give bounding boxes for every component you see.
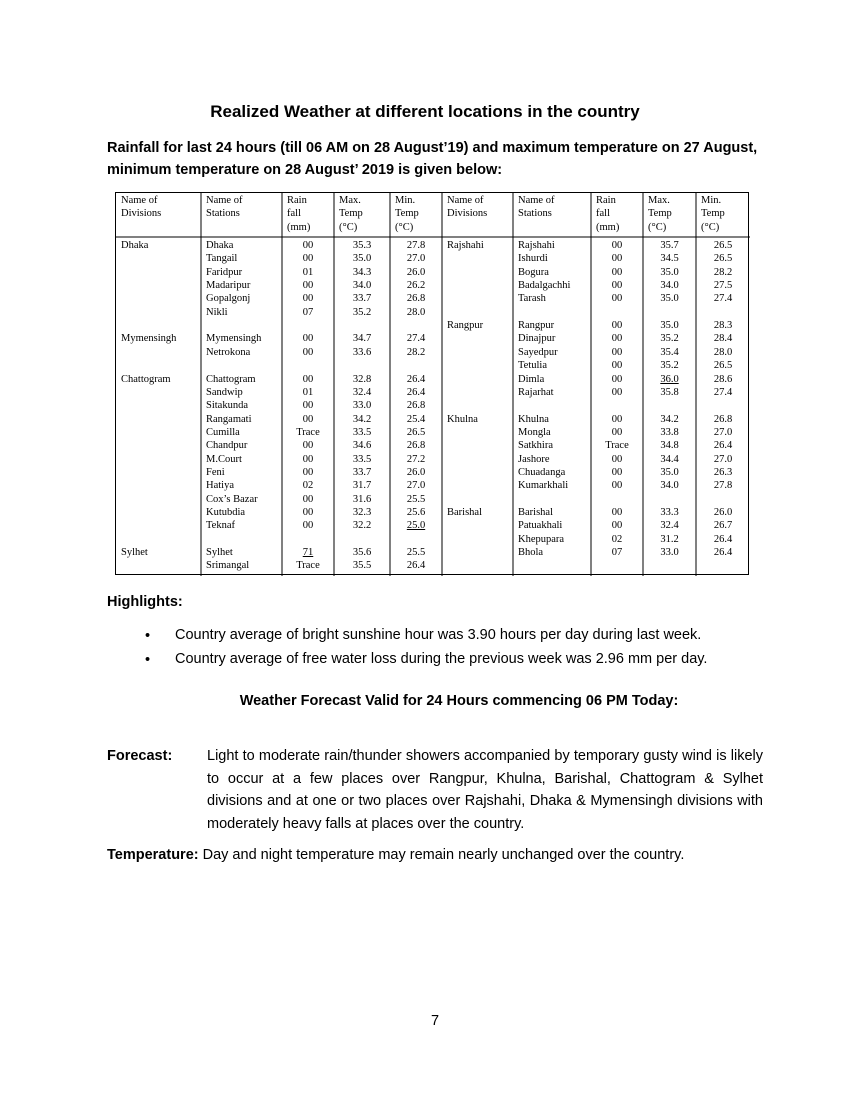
table-cell-max-temp: 32.2 [352, 520, 372, 532]
header-min-temp: Min. [395, 195, 416, 206]
table-cell-max-temp: 35.3 [352, 240, 372, 251]
table-cell-min-temp: 26.5 [713, 360, 733, 372]
forecast-text: Light to moderate rain/thunder showers accompanied by temporary gusty wind is likely to occur at a few places over Rangpur, Khulna, Barishal, Chattogram & Sylhet divisions and at one or two places over Rajshahi, Dhaka & Mymensingh divisions with moderately heavy falls at places over the country. [207, 748, 763, 832]
table-cell-station: Sandwip [206, 386, 243, 398]
table-cell-min-temp: 28.0 [713, 346, 733, 358]
header-max-temp: (°C) [339, 221, 358, 233]
header-station: Name of [206, 195, 243, 206]
table-cell-station: Bogura [518, 266, 549, 278]
table-cell-max-temp: 33.0 [352, 400, 372, 412]
table-cell-max-temp: 32.8 [352, 373, 372, 385]
table-cell-max-temp: 35.0 [660, 466, 679, 478]
table-cell-rainfall: 00 [611, 453, 623, 465]
table-cell-station: Chandpur [206, 440, 248, 452]
header-rainfall: (mm) [287, 221, 311, 233]
table-cell-rainfall: 00 [302, 493, 314, 505]
table-cell-max-temp: 31.7 [352, 480, 372, 492]
table-cell-rainfall: 00 [611, 240, 623, 251]
table-cell-station: Sylhet [206, 547, 233, 559]
table-cell-max-temp: 35.4 [660, 346, 679, 358]
table-cell-station: Srimangal [206, 560, 250, 572]
table-cell-max-temp: 33.7 [352, 466, 372, 478]
table-cell-rainfall: 00 [611, 360, 623, 372]
table-cell-station: Mongla [518, 426, 551, 438]
table-cell-station: M.Court [206, 453, 242, 465]
table-cell-max-temp: 35.2 [660, 360, 679, 372]
table-cell-min-temp: 27.2 [406, 453, 426, 465]
table-cell-min-temp: 26.4 [713, 547, 733, 559]
table-cell-max-temp: 35.0 [352, 253, 372, 265]
table-cell-rainfall: 02 [302, 480, 314, 492]
table-cell-max-temp: 35.7 [660, 240, 679, 251]
table-cell-rainfall: 00 [611, 520, 623, 532]
header-rainfall: (mm) [596, 221, 620, 233]
header-division: Name of [447, 195, 484, 206]
table-cell-max-temp: 31.6 [352, 493, 372, 505]
table-cell-max-temp: 33.8 [660, 426, 679, 438]
table-cell-rainfall: 00 [611, 280, 623, 292]
table-cell-min-temp: 27.4 [713, 386, 733, 398]
header-max-temp: Temp [648, 208, 672, 220]
table-cell-rainfall: 00 [302, 333, 314, 345]
table-cell-rainfall: 00 [611, 426, 623, 438]
table-cell-rainfall: 00 [611, 466, 623, 478]
table-cell-max-temp: 33.6 [352, 346, 372, 358]
table-cell-station: Satkhira [518, 440, 553, 452]
table-cell-station: Chattogram [206, 373, 256, 385]
table-cell-rainfall: 00 [302, 520, 314, 532]
header-station: Name of [518, 195, 555, 206]
table-cell-max-temp: 33.5 [352, 426, 372, 438]
table-cell-rainfall: 00 [611, 507, 623, 518]
table-cell-min-temp: 27.8 [406, 240, 426, 251]
table-cell-rainfall: 00 [302, 373, 314, 385]
table-cell-division: Rajshahi [447, 240, 484, 251]
header-max-temp: Max. [339, 195, 361, 206]
table-cell-max-temp: 34.8 [660, 440, 679, 452]
table-cell-station: Chuadanga [518, 466, 566, 478]
table-cell-max-temp: 35.0 [660, 320, 679, 332]
table-cell-division: Barishal [447, 507, 482, 518]
highlight-item-1: Country average of bright sunshine hour was 3.90 hours per day during last week. [175, 627, 702, 643]
page-number: 7 [430, 1013, 440, 1029]
table-cell-max-temp: 31.2 [660, 533, 679, 545]
header-min-temp: Temp [395, 208, 419, 220]
table-cell-station: Bhola [518, 547, 544, 559]
table-cell-min-temp: 28.4 [713, 333, 733, 345]
table-cell-min-temp: 25.4 [406, 413, 426, 425]
table-cell-min-temp: 26.4 [713, 533, 733, 545]
table-cell-max-temp: 35.2 [352, 306, 372, 318]
table-cell-rainfall: 00 [302, 346, 314, 358]
header-division: Divisions [121, 208, 162, 220]
bullet-icon: • [145, 652, 151, 668]
page-title: Realized Weather at different locations in the country [210, 102, 640, 121]
table-cell-min-temp: 28.3 [713, 320, 733, 332]
table-cell-rainfall: 01 [302, 386, 314, 398]
table-cell-max-temp: 34.0 [660, 480, 679, 492]
table-cell-station: Tangail [206, 253, 238, 265]
header-rainfall: Rain [287, 195, 307, 206]
temperature-text: Day and night temperature may remain nearly unchanged over the country. [198, 847, 685, 863]
table-cell-rainfall: 00 [302, 253, 314, 265]
table-cell-rainfall: 00 [302, 466, 314, 478]
bullet-icon: • [145, 628, 151, 644]
table-cell-station: Dhaka [206, 240, 234, 251]
table-cell-min-temp: 25.5 [406, 493, 426, 505]
header-rainfall: Rain [596, 195, 616, 206]
header-max-temp: Temp [339, 208, 363, 220]
table-cell-min-temp: 26.5 [406, 426, 426, 438]
table-cell-rainfall: 71 [302, 547, 314, 559]
table-cell-min-temp: 26.5 [713, 253, 733, 265]
table-cell-station: Rangpur [518, 320, 555, 332]
table-cell-max-temp: 34.7 [352, 333, 372, 345]
table-cell-station: Kutubdia [206, 507, 246, 518]
table-cell-min-temp: 26.2 [406, 280, 426, 292]
table-cell-station: Ishurdi [518, 253, 548, 265]
table-cell-rainfall: 07 [611, 547, 623, 559]
header-min-temp: Min. [701, 195, 722, 206]
table-cell-min-temp: 26.0 [713, 507, 733, 518]
table-cell-rainfall: 00 [611, 386, 623, 398]
table-cell-max-temp: 35.2 [660, 333, 679, 345]
table-cell-station: Teknaf [206, 520, 235, 532]
table-cell-station: Rangamati [206, 413, 252, 425]
table-cell-rainfall: 00 [611, 480, 623, 492]
table-cell-min-temp: 26.4 [406, 560, 426, 572]
table-cell-rainfall: 00 [302, 440, 314, 452]
table-cell-min-temp: 25.6 [406, 507, 426, 518]
highlight-item-2: Country average of free water loss during the previous week was 2.96 mm per day. [175, 651, 708, 667]
table-cell-max-temp: 32.4 [352, 386, 372, 398]
table-cell-rainfall: 00 [302, 507, 314, 518]
table-cell-max-temp: 34.2 [352, 413, 372, 425]
table-cell-max-temp: 36.0 [660, 373, 679, 385]
table-cell-station: Netrokona [206, 346, 251, 358]
table-cell-min-temp: 27.0 [713, 453, 733, 465]
table-cell-rainfall: 02 [611, 533, 623, 545]
table-cell-rainfall: Trace [296, 426, 320, 438]
table-cell-station: Rajarhat [518, 386, 554, 398]
table-cell-min-temp: 26.0 [406, 266, 426, 278]
table-cell-station: Gopalgonj [206, 293, 251, 305]
table-cell-rainfall: 00 [302, 240, 314, 251]
table-cell-min-temp: 27.4 [406, 333, 426, 345]
table-cell-max-temp: 35.5 [352, 560, 372, 572]
table-cell-station: Jashore [518, 453, 550, 465]
table-cell-division: Mymensingh [121, 333, 177, 345]
table-cell-station: Dinajpur [518, 333, 556, 345]
table-cell-min-temp: 26.5 [713, 240, 733, 251]
table-cell-station: Patuakhali [518, 520, 563, 532]
table-cell-station: Feni [206, 466, 225, 478]
table-cell-rainfall: 00 [611, 253, 623, 265]
table-cell-division: Dhaka [121, 240, 149, 251]
temperature-line [107, 847, 684, 863]
table-cell-min-temp: 27.0 [406, 480, 426, 492]
temperature-label: Temperature: [107, 847, 199, 863]
table-cell-rainfall: 00 [611, 293, 623, 305]
table-cell-min-temp: 26.8 [713, 413, 733, 425]
table-cell-max-temp: 35.0 [660, 266, 679, 278]
table-cell-max-temp: 34.2 [660, 413, 679, 425]
table-cell-max-temp: 34.0 [352, 280, 372, 292]
header-rainfall: fall [287, 208, 301, 220]
table-cell-rainfall: 00 [611, 373, 623, 385]
forecast-title: Weather Forecast Valid for 24 Hours commencing 06 PM Today: [239, 693, 679, 709]
table-cell-min-temp: 26.8 [406, 440, 426, 452]
table-cell-rainfall: Trace [605, 440, 629, 452]
table-cell-station: Rajshahi [518, 240, 555, 251]
table-cell-min-temp: 27.4 [713, 293, 733, 305]
table-cell-station: Sitakunda [206, 400, 248, 412]
table-cell-min-temp: 28.2 [406, 346, 426, 358]
table-cell-min-temp: 27.0 [713, 426, 733, 438]
table-cell-station: Tetulia [518, 360, 548, 372]
table-cell-min-temp: 27.0 [406, 253, 426, 265]
table-cell-min-temp: 25.0 [406, 520, 426, 532]
table-cell-rainfall: 00 [302, 413, 314, 425]
table-cell-rainfall: 01 [302, 266, 314, 278]
header-station: Stations [206, 208, 240, 220]
header-min-temp: Temp [701, 208, 725, 220]
table-cell-max-temp: 34.4 [660, 453, 679, 465]
table-cell-min-temp: 27.8 [713, 480, 733, 492]
table-cell-rainfall: 00 [611, 266, 623, 278]
table-cell-rainfall: 00 [611, 346, 623, 358]
table-cell-station: Nikli [206, 306, 228, 318]
table-cell-min-temp: 28.2 [713, 266, 733, 278]
table-cell-rainfall: 07 [302, 306, 314, 318]
header-division: Divisions [447, 208, 488, 220]
table-cell-division: Sylhet [121, 547, 148, 559]
table-cell-station: Dimla [518, 373, 545, 385]
table-cell-division: Chattogram [121, 373, 171, 385]
table-cell-rainfall: 00 [611, 413, 623, 425]
table-cell-max-temp: 33.7 [352, 293, 372, 305]
table-cell-min-temp: 26.0 [406, 466, 426, 478]
table-cell-rainfall: 00 [611, 320, 623, 332]
table-cell-min-temp: 26.4 [406, 373, 426, 385]
table-cell-min-temp: 25.5 [406, 547, 426, 559]
table-cell-max-temp: 35.8 [660, 386, 679, 398]
table-cell-station: Cumilla [206, 426, 240, 438]
table-cell-min-temp: 26.8 [406, 293, 426, 305]
table-cell-max-temp: 32.4 [660, 520, 679, 532]
header-max-temp: Max. [648, 195, 670, 206]
table-cell-rainfall: 00 [302, 280, 314, 292]
header-division: Name of [121, 195, 158, 206]
table-cell-max-temp: 32.3 [352, 507, 372, 518]
table-cell-max-temp: 34.0 [660, 280, 679, 292]
table-cell-min-temp: 26.3 [713, 466, 733, 478]
table-cell-max-temp: 34.5 [660, 253, 679, 265]
intro-text: Rainfall for last 24 hours (till 06 AM on 28 August’19) and maximum temperature on 27 August, minimum temperature on 28 August’ 2019 is given below: [107, 140, 758, 178]
table-cell-max-temp: 35.6 [352, 547, 372, 559]
table-cell-station: Mymensingh [206, 333, 262, 345]
table-cell-station: Sayedpur [518, 346, 558, 358]
table-cell-station: Badalgachhi [518, 280, 571, 292]
table-cell-max-temp: 35.0 [660, 293, 679, 305]
table-cell-max-temp: 33.3 [660, 507, 679, 518]
header-rainfall: fall [596, 208, 610, 220]
table-cell-rainfall: 00 [302, 293, 314, 305]
table-cell-station: Kumarkhali [518, 480, 569, 492]
weather-table [115, 192, 749, 575]
table-cell-rainfall: 00 [611, 333, 623, 345]
header-station: Stations [518, 208, 552, 220]
table-cell-station: Cox’s Bazar [206, 493, 258, 505]
header-min-temp: (°C) [395, 221, 414, 233]
table-cell-division: Khulna [447, 413, 478, 425]
highlights-title: Highlights: [107, 594, 183, 610]
header-min-temp: (°C) [701, 221, 720, 233]
table-cell-min-temp: 27.5 [713, 280, 733, 292]
table-cell-station: Faridpur [206, 266, 243, 278]
table-cell-min-temp: 26.7 [713, 520, 733, 532]
table-cell-station: Madaripur [206, 280, 251, 292]
table-cell-min-temp: 26.4 [713, 440, 733, 452]
table-cell-division: Rangpur [447, 320, 484, 332]
table-cell-station: Barishal [518, 507, 553, 518]
table-cell-max-temp: 33.0 [660, 547, 679, 559]
table-cell-station: Khepupara [518, 533, 565, 545]
table-cell-max-temp: 34.6 [352, 440, 372, 452]
table-cell-max-temp: 33.5 [352, 453, 372, 465]
table-cell-station: Khulna [518, 413, 549, 425]
table-cell-station: Hatiya [206, 480, 234, 492]
header-max-temp: (°C) [648, 221, 667, 233]
table-cell-rainfall: 00 [302, 400, 314, 412]
table-cell-station: Tarash [518, 293, 546, 305]
table-cell-rainfall: 00 [302, 453, 314, 465]
forecast-label: Forecast: [107, 748, 173, 764]
table-cell-min-temp: 26.4 [406, 386, 426, 398]
table-cell-min-temp: 26.8 [406, 400, 426, 412]
table-cell-min-temp: 28.6 [713, 373, 733, 385]
table-cell-max-temp: 34.3 [352, 266, 372, 278]
table-cell-rainfall: Trace [296, 560, 320, 572]
table-cell-min-temp: 28.0 [406, 306, 426, 318]
